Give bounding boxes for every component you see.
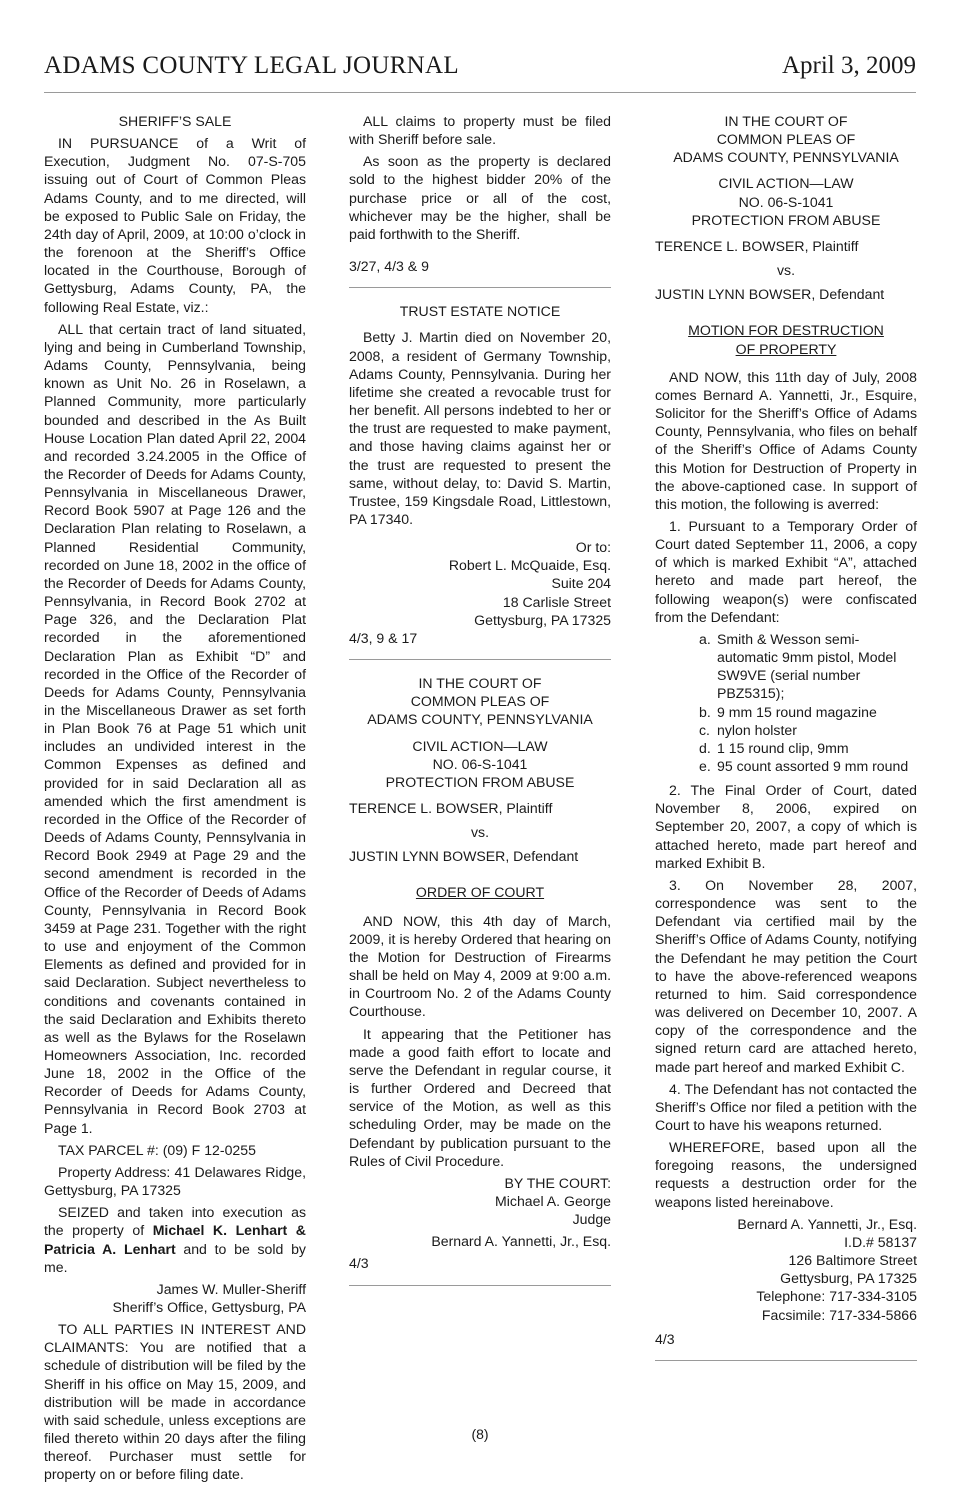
attorney-city: Gettysburg, PA 17325 [474, 611, 611, 628]
tax-parcel: TAX PARCEL #: (09) F 12-0255 [58, 1141, 256, 1158]
divider [349, 1285, 611, 1286]
order-dates: 4/3 [349, 1255, 369, 1272]
attorney-suite: Suite 204 [551, 575, 611, 592]
judge-title: Judge [572, 1211, 611, 1228]
page-header [44, 50, 916, 93]
trust-notice-title: TRUST ESTATE NOTICE [399, 303, 561, 320]
motion-title-line2: OF PROPERTY [735, 340, 837, 357]
page-number: (8) [471, 1426, 489, 1442]
list-item: d. 1 15 round clip, 9mm [699, 739, 849, 756]
action-line: CIVIL ACTION—LAW [718, 175, 854, 192]
motion-item-4: 4. The Defendant has not contacted the Sheriff’s Office nor filed a petition with the Court to have his weapons returned. [655, 1080, 917, 1133]
sheriff-sale-title: SHERIFF’S SALE [118, 113, 232, 129]
sheriff-sale-dates: 3/27, 4/3 & 9 [349, 258, 429, 275]
attorney-name: Robert L. McQuaide, Esq. [448, 557, 611, 574]
action-line: PROTECTION FROM ABUSE [385, 773, 575, 790]
list-item: c. nylon holster [699, 721, 797, 738]
by-the-court: BY THE COURT: [504, 1174, 611, 1191]
action-line: CIVIL ACTION—LAW [412, 737, 548, 754]
property-address: Property Address: 41 Delawares Ridge, Gettysburg, PA 17325 [44, 1163, 306, 1199]
court-line: IN THE COURT OF [724, 113, 848, 129]
journal-title: ADAMS COUNTY LEGAL JOURNAL [44, 52, 459, 79]
court-line: COMMON PLEAS OF [716, 131, 856, 148]
sheriff-signature: James W. Muller-Sheriff [156, 1280, 306, 1297]
issue-date: April 3, 2009 [781, 52, 916, 79]
attorney-fax: Facsimile: 717-334-5866 [761, 1306, 917, 1323]
case-number: NO. 06-S-1041 [432, 755, 528, 772]
sheriff-sale-description: ALL that certain tract of land situated, lying and being in Cumberland Township, Adams County, Pennsylvania, being known as Unit No. 26 in Roselawn, a Planned Community, more particularly bounded and described in the As Built House Location Plan dated April 22, 2004 and recorded 3.24.2005 in the Office of the Recorder of Deeds for Adams County, Pennsylvania in Miscellaneous Drawer, Record Book 5907 at Page 126 and the Declaration Plan relating to Roselawn, a Planned Residential Community, recorded on June 18, 2002 in the office of the Recorder of Deeds for Adams County, Pennsylvania, in Record Book 2702 at Page 326, and the Declaration Plat recorded in the aforementioned Declaration Plan as Exhibit “D” and recorded in the Office of the Recorder of Deeds for Adams County, Pennsylvania in the Miscellaneous Drawer as set forth in Plan Book 76 at Page 51 which unit includes an undivided interest in the Common Expenses as defined and provided for in said Declaration all as amended which the first amendment is recorded in the Office of the Recorder of Deeds of Adams County, Pennsylvania in Record Book 2949 at Page 29 and the second amendment is recorded in the Office of the Recorder of Deeds of Adams County, Pennsylvania in Record Book 3459 at Page 231. Together with the right to use and enjoyment of the Common Elements as defined and provided for in said Declaration. Subject nevertheless to conditions and covenants contained in the said Declaration and Exhibits thereto as well as the Bylaws for the Roselawn Homeowners Association, Inc. recorded June 18, 2002 in the Office of the Recorder of Deeds for Adams County, Pennsylvania in Record Book 2703 at Page 1. [44, 320, 306, 1136]
attorney-phone: Telephone: 717-334-3105 [756, 1288, 917, 1305]
order-title: ORDER OF COURT [415, 884, 545, 901]
seized-paragraph [44, 1203, 306, 1276]
attorney-name: Bernard A. Yannetti, Jr., Esq. [737, 1215, 917, 1232]
list-item: b. 9 mm 15 round magazine [699, 703, 877, 720]
attorney-street: 18 Carlisle Street [502, 593, 611, 610]
versus: vs. [470, 824, 489, 841]
motion-title: MOTION FOR DESTRUCTION [688, 322, 884, 339]
attorney-id: I.D.# 58137 [844, 1233, 917, 1250]
order-paragraph: AND NOW, this 4th day of March, 2009, it is hereby Ordered that hearing on the Motion for Destruction of Firearms shall be held on May 4, 2009 at 9:00 a.m. in Courtroom No. 2 of the Adams County Courthouse. [349, 912, 611, 1020]
column-3 [655, 112, 917, 1375]
versus: vs. [776, 262, 795, 279]
trust-dates: 4/3, 9 & 17 [349, 629, 418, 646]
trust-notice-body: Betty J. Martin died on November 20, 2008, a resident of Germany Township, Adams County, Pennsylvania. During her lifetime she created a revocable trust for her benefit. All persons indebted to her or the trust are requested to make payment, and those having claims against her or the trust are requested to present the same, without delay, to: David S. Martin, Trustee, 159 Kingsdale Road, Littlestown, PA 17340. [349, 329, 611, 527]
motion-item-1: 1. Pursuant to a Temporary Order of Court dated September 11, 2006, a copy of which is marked Exhibit “A”, attached hereto and made part hereof, the following weapon(s) were confiscated from the Defendant: [655, 517, 917, 625]
seized-text: SEIZED and taken into execution as the property of [44, 1204, 306, 1239]
order-paragraph: It appearing that the Petitioner has made a good faith effort to locate and serve the Defendant in regular course, it is further Ordered and Decreed that service of the Motion, as well as this scheduling Order, may be made on the Defendant by publication pursuant to the Rules of Civil Procedure. [349, 1025, 611, 1169]
attorney-city: Gettysburg, PA 17325 [780, 1270, 917, 1287]
list-item: e. 95 count assorted 9 mm round [699, 758, 909, 774]
motion-item-3: 3. On November 28, 2007, correspondence was sent to the Defendant via certified mail by the Sheriff’s Office of Adams County, notifying the Defendant he may petition the Court to have the above-referenced weapons returned to him. Said correspondence was delivered on December 10, 2007. A copy of the correspondence and the signed return card are attached hereto, made part hereof and marked Exhibit C. [655, 876, 917, 1075]
attorney-street: 126 Baltimore Street [788, 1252, 917, 1269]
judge-name: Michael A. George [495, 1192, 611, 1209]
defendant: JUSTIN LYNN BOWSER, Defendant [349, 848, 579, 865]
divider [349, 287, 611, 288]
declared-notice: As soon as the property is declared sold to the highest bidder 20% of the purchase price or all of the cost, whichever may be the higher, shall be paid forthwith to the Sheriff. [349, 153, 611, 242]
column-1 [44, 112, 306, 1488]
action-caption [349, 737, 611, 791]
court-line: IN THE COURT OF [418, 675, 542, 692]
defendant: JUSTIN LYNN BOWSER, Defendant [655, 286, 885, 303]
weapons-list [655, 630, 917, 775]
court-line: COMMON PLEAS OF [410, 693, 550, 710]
divider [655, 1360, 917, 1361]
action-line: PROTECTION FROM ABUSE [691, 211, 881, 228]
court-caption [349, 674, 611, 728]
plaintiff: TERENCE L. BOWSER, Plaintiff [655, 237, 859, 254]
seized-text-end: and to be sold by me. [44, 1240, 306, 1275]
claims-notice: ALL claims to property must be filed with Sheriff before sale. [349, 113, 611, 148]
sheriff-office: Sheriff’s Office, Gettysburg, PA [112, 1299, 306, 1315]
court-caption [655, 112, 917, 166]
motion-dates: 4/3 [655, 1330, 675, 1347]
plaintiff: TERENCE L. BOWSER, Plaintiff [349, 800, 553, 816]
wherefore-paragraph: WHEREFORE, based upon all the foregoing reasons, the undersigned requests a destruction order for the weapons listed hereinabove. [655, 1139, 917, 1210]
divider [349, 659, 611, 660]
order-attorney: Bernard A. Yannetti, Jr., Esq. [431, 1233, 611, 1250]
motion-item-2: 2. The Final Order of Court, dated November 8, 2006, expired on September 20, 2007, a copy of which is attached hereto, made part hereof and marked Exhibit B. [655, 782, 917, 871]
list-item: a. Smith & Wesson semi-automatic 9mm pistol, Model SW9VE (serial number PBZ5315); [699, 630, 897, 702]
court-line: ADAMS COUNTY, PENNSYLVANIA [673, 149, 899, 166]
action-caption [655, 174, 917, 228]
parties-notice: TO ALL PARTIES IN INTEREST AND CLAIMANTS: You are notified that a schedule of distribution will be filed by the Sheriff in his office on May 15, 2009, and distribution will be made in accordance with said schedule, unless exceptions are filed thereto within 20 days after the filing thereof. Purchaser must settle for property on or before filing date. [44, 1321, 306, 1483]
motion-intro: AND NOW, this 11th day of July, 2008 comes Bernard A. Yannetti, Jr., Esquire, Solicitor for the Sheriff’s Office of Adams County, Pennsylvania, who files on behalf of the Sheriff’s Office of Adams County this Motion for Destruction of Property in the above-captioned case. In support of this motion, the following is averred: [655, 368, 917, 512]
or-to: Or to: [575, 539, 611, 556]
sheriff-sale-paragraph: IN PURSUANCE of a Writ of Execution, Judgment No. 07-S-705 issuing out of Court of Common Pleas Adams County, and to me directed, will be exposed to Public Sale on Friday, the 24th day of April, 2009, at 10:00 o’clock in the forenoon at the Sheriff’s Office located in the Courthouse, Borough of Gettysburg, Adams County, PA, the following Real Estate, viz.: [44, 135, 306, 315]
case-number: NO. 06-S-1041 [738, 193, 834, 210]
court-line: ADAMS COUNTY, PENNSYLVANIA [367, 711, 593, 728]
column-2 [349, 112, 611, 1300]
owner-names: Michael K. Lenhart & Patricia A. Lenhart [44, 1222, 306, 1257]
